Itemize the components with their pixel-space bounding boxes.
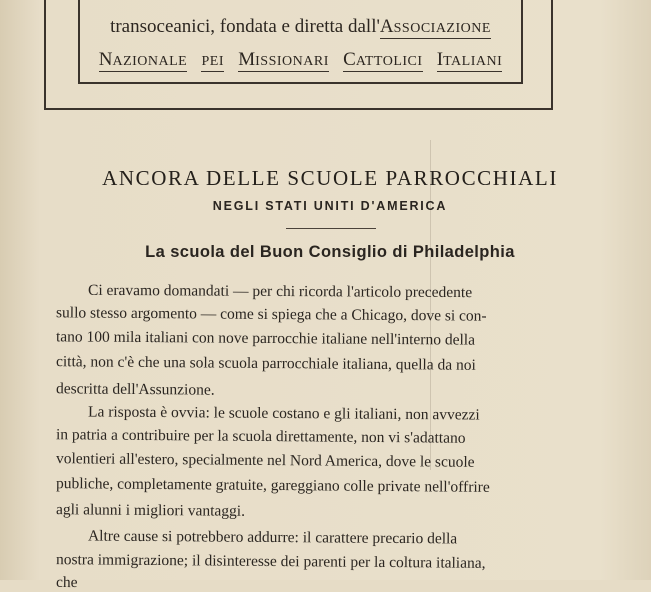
header-word-pei: PEI [201,49,224,72]
header-line-1-text: transoceanici, fondata e diretta dall' [110,16,380,37]
body-line: Altre cause si potrebbero addurre: il carattere precario della [87,527,458,548]
header-word-italiani: ITALIANI [436,49,503,70]
body-line: nostra immigrazione; il disinteresse dei parenti per la coltura italiana, [55,551,486,572]
header-word-nazionale: NAZIONALE [98,49,188,70]
header-line-2 [78,49,523,71]
header-word-cattolici: CATTOLICI [343,49,423,70]
header-line-1 [78,16,523,38]
body-line: Ci eravamo domandati — per chi ricorda l'articolo precedente [87,281,473,302]
header-association-word: ASSOCIAZIONE [379,16,491,37]
article-title: ANCORA DELLE SCUOLE PARROCCHIALI [102,166,558,190]
body-line: publiche, completamente gratuite, gareggiano colle private nell'offrire [55,475,490,496]
body-line: La risposta è ovvia: le scuole costano e gli italiani, non avvezzi [87,403,480,424]
header-word-missionari: MISSIONARI [238,49,329,70]
title-rule [286,228,376,229]
body-line: tano 100 mila italiani con nove parrocchie italiane nell'interno della [55,328,476,349]
body-line: in patria a contribuire per la scuola direttamente, non vi s'adattano [55,426,466,447]
body-line: volentieri all'estero, specialmente nel Nord America, dove le scuole [55,450,475,471]
body-line: città, non c'è che una sola scuola parrocchiale italiana, quella da noi [55,353,476,374]
body-line: descritta dell'Assunzione. [55,380,215,399]
body-line: sullo stesso argomento — come si spiega che a Chicago, dove si con- [55,304,487,325]
article-subtitle: NEGLI STATI UNITI D'AMERICA [212,199,448,213]
body-line: che [55,573,78,592]
body-line: agli alunni i migliori vantaggi. [55,501,246,520]
section-heading: La scuola del Buon Consiglio di Philadelphia [145,243,515,261]
